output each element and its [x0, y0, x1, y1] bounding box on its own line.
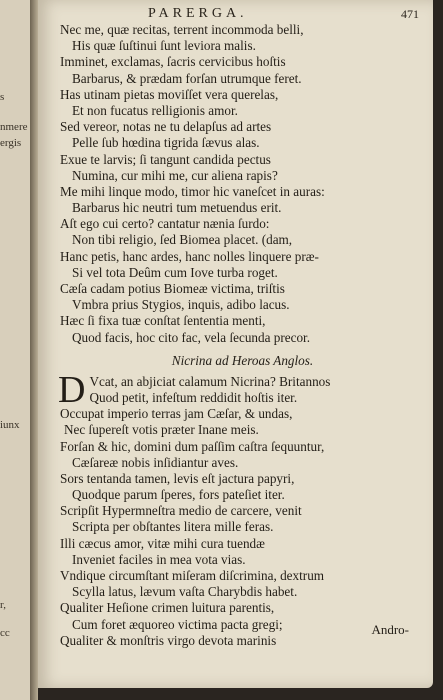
verse-line: Vndique circumſtant miſeram diſcrimina, dextrum	[60, 568, 325, 583]
running-title: PARERGA.	[148, 6, 248, 21]
page-number: 471	[401, 7, 419, 21]
poem-one	[60, 22, 425, 346]
book-gutter	[30, 0, 38, 700]
verse-line: Occupat imperio terras jam Cæſar, & undas,	[60, 406, 293, 422]
verse-line: Sors tentanda tamen, levis eſt jactura papyri,	[60, 470, 295, 486]
verse-line: Quodque parum ſperes, fors pateſiet iter.	[72, 487, 285, 503]
verse-line: Qualiter & monſtris virgo devota marinis	[60, 632, 277, 648]
verse-line: Has utinam pietas moviſſet vera querelas,	[60, 86, 279, 102]
facing-page-fragment: cc	[0, 627, 10, 639]
verse-line: Me mihi linque modo, timor hic vaneſcet in auras:	[60, 183, 325, 199]
facing-page-fragment: r,	[0, 599, 6, 611]
drop-cap: D	[58, 368, 86, 411]
verse-line: Vcat, an abjiciat calamum Nicrina? Britannos	[89, 373, 331, 389]
verse-line: Non tibi religio, ſed Biomea placet. (dam,	[72, 232, 293, 248]
verse-line: Scripta per obſtantes litera mille feras.	[72, 519, 274, 535]
verse-line: Cæſareæ nobis inſidiantur aves.	[72, 454, 239, 470]
facing-page-fragment: iunx	[0, 419, 20, 431]
verse-line: Nec me, quæ recitas, terrent incommoda belli,	[60, 22, 304, 37]
verse-line: Barbarus hic neutri tum metuendus erit.	[72, 200, 282, 216]
verse-line: Qualiter Heſione crimen luitura parentis,	[60, 600, 275, 616]
book-page	[38, 0, 433, 688]
facing-page-fragment: s	[0, 91, 5, 103]
verse-line: Cæſa cadam potius Biomeæ victima, triſtis	[60, 281, 285, 296]
facing-page-edge	[0, 0, 31, 700]
verse-line: Barbarus, & prædam forſan utrumque feret.	[72, 70, 302, 86]
facing-page-fragment: nmere	[0, 121, 28, 133]
text-block	[60, 22, 425, 649]
verse-line: Numina, cur mihi me, cur aliena rapis?	[72, 167, 278, 183]
poem-two	[58, 368, 425, 649]
verse-line: Pelle ſub hœdina tigrida ſævus alas.	[72, 135, 260, 151]
verse-line: Imminet, exclamas, ſacris cervicibus hoſtis	[60, 54, 286, 70]
verse-line: Quod petit, infeſtum reddidit hoſtis iter.	[89, 389, 298, 405]
facing-page-fragment: ergis	[0, 137, 22, 149]
verse-line: Hæc ſi fixa tuæ conſtat ſententia menti,	[60, 313, 266, 329]
verse-line: Cum foret æquoreo victima pacta gregi;	[72, 616, 283, 632]
catchword: Andro-	[371, 622, 409, 637]
verse-line: Et non fucatus relligionis amor.	[72, 102, 238, 118]
verse-line: Si vel tota Deûm cum Iove turba roget.	[72, 264, 278, 280]
verse-line: Inveniet faciles in mea vota vias.	[72, 551, 246, 567]
poem-heading: Nicrina ad Heroas Anglos.	[171, 352, 314, 368]
verse-line: Scripſit Hypermneſtra medio de carcere, venit	[60, 503, 302, 519]
verse-line: Quod facis, hoc cito fac, vela ſecunda precor.	[72, 329, 310, 345]
page-header	[38, 6, 433, 22]
verse-line: Aſt ego cui certo? cantatur nænia ſurdo:	[60, 216, 270, 232]
verse-line: Forſan & hic, domini dum paſſim caſtra ſequuntur,	[60, 438, 325, 454]
verse-line: Exue te larvis; ſi tangunt candida pectus	[60, 151, 271, 167]
verse-line: Scylla latus, lævum vaſta Charybdis habet.	[72, 584, 298, 600]
verse-line: Sed vereor, notas ne tu delapſus ad artes	[60, 119, 272, 135]
verse-line: Vmbra prius Stygios, inquis, adibo lacus.	[72, 297, 290, 313]
verse-line: Nec ſupereſt votis præter Inane meis.	[64, 422, 259, 438]
verse-line: Illi cæcus amor, vitæ mihi cura tuendæ	[60, 535, 265, 551]
verse-line: Hanc petis, hanc ardes, hanc nolles linquere præ-	[60, 248, 319, 264]
verse-line: His quæ ſuſtinui ſunt leviora malis.	[72, 38, 256, 54]
